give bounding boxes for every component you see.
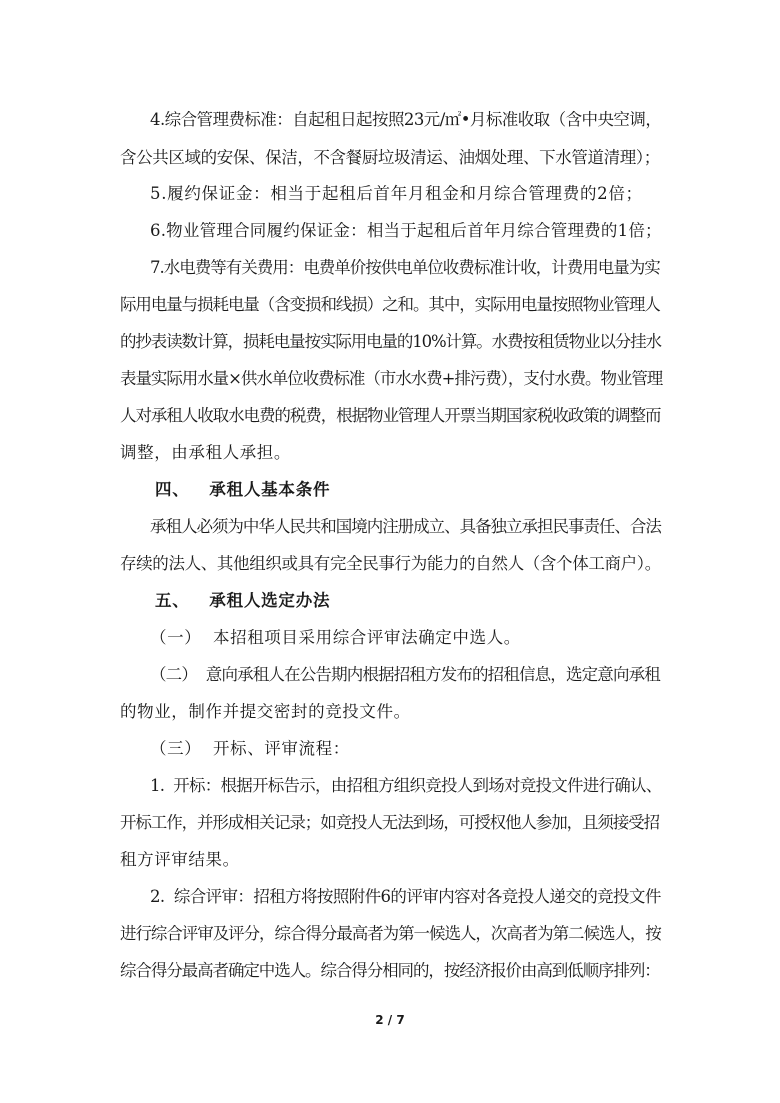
paragraph-line: 的抄表读数计算，损耗电量按实际用电量的10%计算。水费按租赁物业以分挂水 xyxy=(120,332,661,351)
paragraph-line: 存续的法人、其他组织或具有完全民事行为能力的自然人（含个体工商户）。 xyxy=(120,554,661,573)
paragraph-line: 1. 开标：根据开标告示，由招租方组织竞投人到场对竞投文件进行确认、 xyxy=(150,776,662,795)
section-heading: 五、 承租人选定办法 xyxy=(155,591,331,610)
paragraph-line: 际用电量与损耗电量（含变损和线损）之和。其中，实际用电量按照物业管理人 xyxy=(120,295,660,314)
page-number: 2 / 7 xyxy=(375,1013,405,1027)
paragraph-line: 含公共区域的安保、保洁，不含餐厨垃圾清运、油烟处理、下水管道清理）； xyxy=(120,148,660,167)
paragraph-line: 综合得分最高者确定中选人。综合得分相同的，按经济报价由高到低顺序排列： xyxy=(120,961,660,980)
section-heading: 四、 承租人基本条件 xyxy=(155,480,331,499)
paragraph-line: 人对承租人收取水电费的税费，根据物业管理人开票当期国家税收政策的调整而 xyxy=(120,406,661,425)
paragraph-line: 6.物业管理合同履约保证金：相当于起租后首年月综合管理费的1倍； xyxy=(150,221,662,240)
paragraph-line: 表量实际用水量×供水单位收费标准（市水水费+排污费），支付水费。物业管理 xyxy=(120,369,663,388)
paragraph-line: 调整，由承租人承担。 xyxy=(120,443,291,462)
paragraph-line: 的物业，制作并提交密封的竞投文件。 xyxy=(120,702,411,721)
paragraph-line: 开标工作，并形成相关记录；如竞投人无法到场，可授权他人参加，且须接受招 xyxy=(120,813,660,832)
paragraph-line: （一） 本招租项目采用综合评审法确定中选人。 xyxy=(150,628,521,647)
paragraph-line: 7.水电费等有关费用：电费单价按供电单位收费标准计收，计费用电量为实 xyxy=(150,258,660,277)
paragraph-line: 5.履约保证金：相当于起租后首年月租金和月综合管理费的2倍； xyxy=(150,184,643,203)
paragraph-line: 进行综合评审及评分，综合得分最高者为第一候选人，次高者为第二候选人，按 xyxy=(120,924,661,943)
paragraph-line: 4.综合管理费标准：自起租日起按照23元/㎡•月标准收取（含中央空调， xyxy=(150,110,662,129)
paragraph-line: 承租人必须为中华人民共和国境内注册成立、具备独立承担民事责任、合法 xyxy=(150,517,661,536)
paragraph-line: 2. 综合评审：招租方将按照附件6的评审内容对各竞投人递交的竞投文件 xyxy=(150,887,661,906)
paragraph-line: 租方评审结果。 xyxy=(120,850,240,869)
paragraph-line: （三） 开标、评审流程： xyxy=(150,739,350,758)
paragraph-line: （二） 意向承租人在公告期内根据招租方发布的招租信息，选定意向承租 xyxy=(150,665,660,684)
